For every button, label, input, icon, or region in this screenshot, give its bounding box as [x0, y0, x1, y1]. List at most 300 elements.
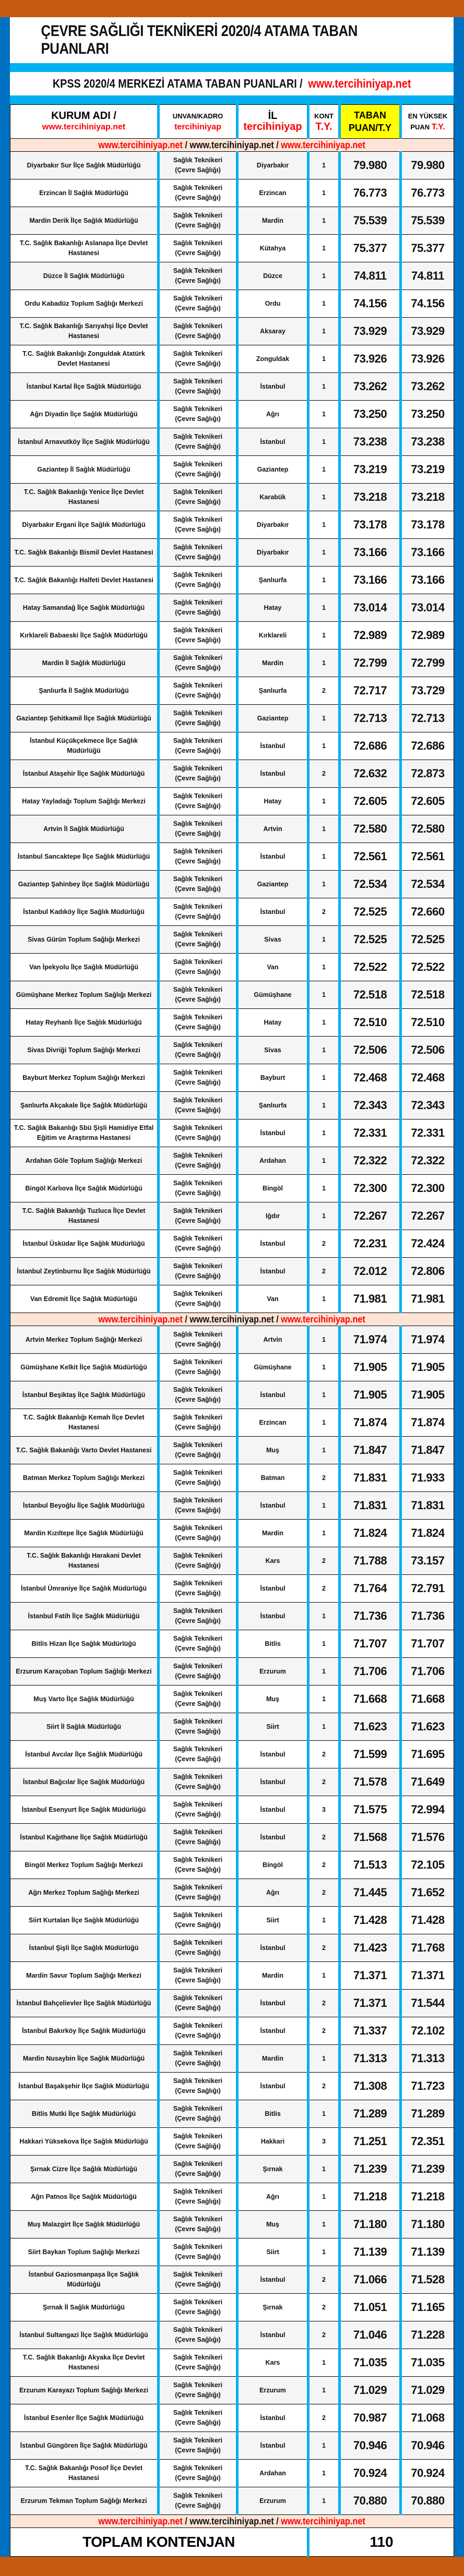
cell-taban-puan: 71.905 [340, 1354, 401, 1381]
cell-kurum: İstanbul Üsküdar İlçe Sağlık Müdürlüğü [10, 1230, 159, 1258]
cell-kurum: Erzurum Karaçoban Toplum Sağlığı Merkezi [10, 1658, 159, 1686]
table-row [10, 1990, 454, 2017]
cell-kontenjan: 1 [308, 1285, 340, 1313]
table-row [10, 1175, 454, 1202]
bottom-band [0, 2557, 464, 2576]
cell-unvan: Sağlık Teknikeri (Çevre Sağlığı) [159, 843, 237, 871]
cell-kontenjan: 1 [308, 843, 340, 871]
cell-il: Diyarbakır [237, 539, 308, 567]
cell-kurum: Diyarbakır Sur İlçe Sağlık Müdürlüğü [10, 152, 159, 179]
cell-il: Siirt [237, 1907, 308, 1934]
cell-unvan: Sağlık Teknikeri (Çevre Sağlığı) [159, 871, 237, 898]
table-row [10, 1326, 454, 1354]
cell-taban-puan: 71.981 [340, 1285, 401, 1313]
cell-unvan: Sağlık Teknikeri (Çevre Sağlığı) [159, 2017, 237, 2045]
cell-en-yuksek-puan: 72.873 [401, 760, 454, 788]
cell-kurum: Mardin Nusaybin İlçe Sağlık Müdürlüğü [10, 2045, 159, 2073]
cell-kontenjan: 1 [308, 926, 340, 954]
cell-kurum: T.C. Sağlık Bakanlığı Sarıyahşi İlçe Devlet Hastanesi [10, 318, 159, 345]
cell-en-yuksek-puan: 71.695 [401, 1741, 454, 1768]
cell-il: Hatay [237, 594, 308, 622]
cell-kontenjan: 2 [308, 1990, 340, 2017]
cell-il: Bingöl [237, 1175, 308, 1202]
cell-kontenjan: 1 [308, 1120, 340, 1147]
cell-taban-puan: 71.239 [340, 2156, 401, 2183]
cell-en-yuksek-puan: 71.371 [401, 1962, 454, 1990]
cell-kontenjan: 1 [308, 318, 340, 345]
watermark-link[interactable]: www.tercihiniyap.net [98, 2515, 183, 2526]
cell-il: Diyarbakır [237, 152, 308, 179]
watermark-link[interactable]: www.tercihiniyap.net [98, 1314, 183, 1325]
cell-kurum: İstanbul Beyoğlu İlçe Sağlık Müdürlüğü [10, 1492, 159, 1520]
cell-il: Kütahya [237, 235, 308, 262]
table-row [10, 649, 454, 677]
cell-kontenjan: 2 [308, 1741, 340, 1768]
cell-unvan: Sağlık Teknikeri (Çevre Sağlığı) [159, 1630, 237, 1658]
cell-il: İstanbul [237, 373, 308, 401]
cell-en-yuksek-puan: 72.105 [401, 1851, 454, 1879]
cell-kontenjan: 2 [308, 898, 340, 926]
cell-kurum: İstanbul Sultangazi İlçe Sağlık Müdürlüğü [10, 2321, 159, 2349]
cell-en-yuksek-puan: 72.713 [401, 705, 454, 732]
cell-kontenjan: 1 [308, 428, 340, 456]
table-row [10, 594, 454, 622]
cell-il: İstanbul [237, 2432, 308, 2460]
cell-il: İstanbul [237, 898, 308, 926]
cell-il: Karabük [237, 484, 308, 511]
divider-bar [10, 95, 454, 104]
cell-taban-puan: 71.974 [340, 1326, 401, 1354]
cell-unvan: Sağlık Teknikeri (Çevre Sağlığı) [159, 1285, 237, 1313]
cell-kurum: İstanbul Esenyurt İlçe Sağlık Müdürlüğü [10, 1796, 159, 1824]
cell-taban-puan: 75.377 [340, 235, 401, 262]
table-row [10, 567, 454, 594]
cell-unvan: Sağlık Teknikeri (Çevre Sağlığı) [159, 1962, 237, 1990]
cell-il: İstanbul [237, 1768, 308, 1796]
watermark-link[interactable]: www.tercihiniyap.net [189, 2515, 275, 2526]
cell-il: Gümüşhane [237, 1354, 308, 1381]
cell-en-yuksek-puan: 73.729 [401, 677, 454, 705]
cell-kurum: Mardin İl Sağlık Müdürlüğü [10, 649, 159, 677]
cell-kontenjan: 1 [308, 2377, 340, 2404]
cell-kontenjan: 1 [308, 456, 340, 484]
cell-en-yuksek-puan: 71.847 [401, 1437, 454, 1464]
cell-taban-puan: 72.799 [340, 649, 401, 677]
cell-kurum: Diyarbakır Ergani İlçe Sağlık Müdürlüğü [10, 511, 159, 539]
cell-il: Bingöl [237, 1851, 308, 1879]
subtitle-link[interactable]: www.tercihiniyap.net [308, 77, 411, 90]
cell-taban-puan: 71.371 [340, 1990, 401, 2017]
cell-kontenjan: 1 [308, 207, 340, 235]
cell-en-yuksek-puan: 71.831 [401, 1492, 454, 1520]
cell-il: İstanbul [237, 1230, 308, 1258]
cell-kontenjan: 1 [308, 871, 340, 898]
cell-en-yuksek-puan: 71.544 [401, 1990, 454, 2017]
watermark-link[interactable]: www.tercihiniyap.net [98, 139, 183, 150]
cell-il: Iğdır [237, 1202, 308, 1230]
cell-en-yuksek-puan: 73.262 [401, 373, 454, 401]
table-row [10, 1630, 454, 1658]
cell-unvan: Sağlık Teknikeri (Çevre Sağlığı) [159, 1202, 237, 1230]
cell-il: Şanlıurfa [237, 567, 308, 594]
cell-en-yuksek-puan: 71.706 [401, 1658, 454, 1686]
cell-kontenjan: 1 [308, 1009, 340, 1037]
cell-unvan: Sağlık Teknikeri (Çevre Sağlığı) [159, 1879, 237, 1907]
table-row [10, 677, 454, 705]
cell-kontenjan: 1 [308, 1437, 340, 1464]
cell-taban-puan: 72.525 [340, 926, 401, 954]
cell-taban-puan: 73.262 [340, 373, 401, 401]
cell-unvan: Sağlık Teknikeri (Çevre Sağlığı) [159, 1409, 237, 1437]
cell-kurum: İstanbul Arnavutköy İlçe Sağlık Müdürlüğü [10, 428, 159, 456]
subtitle-text: KPSS 2020/4 MERKEZİ ATAMA TABAN PUANLARI / [52, 77, 303, 90]
table-row [10, 2156, 454, 2183]
table-header-row [10, 105, 454, 139]
cell-unvan: Sağlık Teknikeri (Çevre Sağlığı) [159, 1120, 237, 1147]
table-row [10, 1962, 454, 1990]
cell-unvan: Sağlık Teknikeri (Çevre Sağlığı) [159, 2266, 237, 2294]
cell-en-yuksek-puan: 70.924 [401, 2460, 454, 2487]
cell-unvan: Sağlık Teknikeri (Çevre Sağlığı) [159, 2460, 237, 2487]
cell-kontenjan: 1 [308, 1962, 340, 1990]
cell-kurum: Siirt Baykan Toplum Sağlığı Merkezi [10, 2238, 159, 2266]
cell-unvan: Sağlık Teknikeri (Çevre Sağlığı) [159, 2045, 237, 2073]
cell-unvan: Sağlık Teknikeri (Çevre Sağlığı) [159, 373, 237, 401]
cell-taban-puan: 73.929 [340, 318, 401, 345]
cell-taban-puan: 72.322 [340, 1147, 401, 1175]
cell-il: İstanbul [237, 1120, 308, 1147]
table-row [10, 815, 454, 843]
cell-kurum: Van Edremit İlçe Sağlık Müdürlüğü [10, 1285, 159, 1313]
cell-kurum: Ağrı Patnos İlçe Sağlık Müdürlüğü [10, 2183, 159, 2211]
watermark-link[interactable]: www.tercihiniyap.net [189, 139, 275, 150]
cell-il: İstanbul [237, 2266, 308, 2294]
cell-taban-puan: 71.313 [340, 2045, 401, 2073]
cell-il: Van [237, 954, 308, 981]
cell-taban-puan: 72.331 [340, 1120, 401, 1147]
cell-unvan: Sağlık Teknikeri (Çevre Sağlığı) [159, 1009, 237, 1037]
cell-en-yuksek-puan: 71.428 [401, 1907, 454, 1934]
cell-unvan: Sağlık Teknikeri (Çevre Sağlığı) [159, 567, 237, 594]
cell-kurum: Gaziantep İl Sağlık Müdürlüğü [10, 456, 159, 484]
cell-taban-puan: 71.428 [340, 1907, 401, 1934]
cell-taban-puan: 72.632 [340, 760, 401, 788]
cell-kurum: Bitlis Hizan İlçe Sağlık Müdürlüğü [10, 1630, 159, 1658]
cell-taban-puan: 74.156 [340, 290, 401, 318]
cell-en-yuksek-puan: 71.029 [401, 2377, 454, 2404]
cell-unvan: Sağlık Teknikeri (Çevre Sağlığı) [159, 1741, 237, 1768]
cell-kontenjan: 1 [308, 401, 340, 428]
cell-kontenjan: 1 [308, 1092, 340, 1120]
cell-en-yuksek-puan: 72.534 [401, 871, 454, 898]
cell-en-yuksek-puan: 70.946 [401, 2432, 454, 2460]
cell-kurum: T.C. Sağlık Bakanlığı Aslanapa İlçe Devlet Hastanesi [10, 235, 159, 262]
cell-kontenjan: 2 [308, 1230, 340, 1258]
cell-en-yuksek-puan: 72.300 [401, 1175, 454, 1202]
cell-kurum: T.C. Sağlık Bakanlığı Posof İlçe Devlet Hastanesi [10, 2460, 159, 2487]
cell-taban-puan: 73.219 [340, 456, 401, 484]
cell-kurum: Bayburt Merkez Toplum Sağlığı Merkezi [10, 1064, 159, 1092]
table-row [10, 1437, 454, 1464]
cell-en-yuksek-puan: 71.736 [401, 1603, 454, 1630]
watermark-link[interactable]: www.tercihiniyap.net [281, 139, 366, 150]
cell-taban-puan: 72.506 [340, 1037, 401, 1064]
cell-en-yuksek-puan: 75.539 [401, 207, 454, 235]
table-row [10, 456, 454, 484]
cell-en-yuksek-puan: 71.905 [401, 1381, 454, 1409]
total-label: TOPLAM KONTENJAN [10, 2528, 308, 2557]
cell-en-yuksek-puan: 71.180 [401, 2211, 454, 2238]
cell-taban-puan: 73.166 [340, 539, 401, 567]
cell-taban-puan: 73.250 [340, 401, 401, 428]
cell-taban-puan: 70.924 [340, 2460, 401, 2487]
cell-en-yuksek-puan: 73.238 [401, 428, 454, 456]
cell-kontenjan: 1 [308, 152, 340, 179]
cell-unvan: Sağlık Teknikeri (Çevre Sağlığı) [159, 456, 237, 484]
cell-kurum: Siirt İl Sağlık Müdürlüğü [10, 1713, 159, 1741]
cell-il: İstanbul [237, 1575, 308, 1603]
table-row [10, 2100, 454, 2128]
cell-unvan: Sağlık Teknikeri (Çevre Sağlığı) [159, 1686, 237, 1713]
cell-il: Sivas [237, 1037, 308, 1064]
cell-en-yuksek-puan: 72.506 [401, 1037, 454, 1064]
cell-taban-puan: 71.139 [340, 2238, 401, 2266]
cell-taban-puan: 73.178 [340, 511, 401, 539]
cell-kurum: İstanbul Avcılar İlçe Sağlık Müdürlüğü [10, 1741, 159, 1768]
cell-kurum: İstanbul Güngören İlçe Sağlık Müdürlüğü [10, 2432, 159, 2460]
cell-en-yuksek-puan: 73.166 [401, 539, 454, 567]
cell-unvan: Sağlık Teknikeri (Çevre Sağlığı) [159, 2156, 237, 2183]
cell-en-yuksek-puan: 75.377 [401, 235, 454, 262]
cell-unvan: Sağlık Teknikeri (Çevre Sağlığı) [159, 2487, 237, 2515]
cell-kontenjan: 1 [308, 732, 340, 760]
table-row [10, 2460, 454, 2487]
table-row [10, 898, 454, 926]
cell-en-yuksek-puan: 71.981 [401, 1285, 454, 1313]
cell-kontenjan: 2 [308, 1851, 340, 1879]
cell-kontenjan: 2 [308, 2073, 340, 2100]
cell-kurum: İstanbul Ümraniye İlçe Sağlık Müdürlüğü [10, 1575, 159, 1603]
table-row [10, 262, 454, 290]
cell-unvan: Sağlık Teknikeri (Çevre Sağlığı) [159, 235, 237, 262]
cell-kurum: T.C. Sağlık Bakanlığı Harakani Devlet Hastanesi [10, 1547, 159, 1575]
cell-taban-puan: 72.561 [340, 843, 401, 871]
cell-en-yuksek-puan: 71.289 [401, 2100, 454, 2128]
cell-taban-puan: 72.534 [340, 871, 401, 898]
table-row [10, 1064, 454, 1092]
cell-il: Mardin [237, 1520, 308, 1547]
cell-kurum: Gümüşhane Merkez Toplum Sağlığı Merkezi [10, 981, 159, 1009]
cell-il: Ardahan [237, 1147, 308, 1175]
col-header-unvan: UNVAN/KADRO tercihiniyap [159, 105, 237, 139]
table-row [10, 207, 454, 235]
cell-unvan: Sağlık Teknikeri (Çevre Sağlığı) [159, 2128, 237, 2156]
cell-unvan: Sağlık Teknikeri (Çevre Sağlığı) [159, 1768, 237, 1796]
cell-unvan: Sağlık Teknikeri (Çevre Sağlığı) [159, 484, 237, 511]
cell-unvan: Sağlık Teknikeri (Çevre Sağlığı) [159, 179, 237, 207]
table-row [10, 2045, 454, 2073]
cell-kurum: İstanbul Esenler İlçe Sağlık Müdürlüğü [10, 2404, 159, 2432]
cell-il: Düzce [237, 262, 308, 290]
cell-kontenjan: 2 [308, 1547, 340, 1575]
table-row [10, 2377, 454, 2404]
cell-il: Hakkari [237, 2128, 308, 2156]
table-row [10, 511, 454, 539]
cell-en-yuksek-puan: 71.652 [401, 1879, 454, 1907]
cell-kontenjan: 1 [308, 622, 340, 649]
table-row [10, 2017, 454, 2045]
cell-taban-puan: 71.371 [340, 1962, 401, 1990]
cell-unvan: Sağlık Teknikeri (Çevre Sağlığı) [159, 649, 237, 677]
cell-il: Kars [237, 2349, 308, 2377]
cell-kurum: T.C. Sağlık Bakanlığı Kemah İlçe Devlet Hastanesi [10, 1409, 159, 1437]
table-row [10, 2128, 454, 2156]
cell-taban-puan: 71.575 [340, 1796, 401, 1824]
cell-il: Bayburt [237, 1064, 308, 1092]
cell-kontenjan: 1 [308, 1202, 340, 1230]
divider-bar [10, 63, 454, 72]
table-row [10, 2183, 454, 2211]
cell-taban-puan: 71.578 [340, 1768, 401, 1796]
cell-il: Mardin [237, 2045, 308, 2073]
cell-il: Ordu [237, 290, 308, 318]
cell-unvan: Sağlık Teknikeri (Çevre Sağlığı) [159, 2073, 237, 2100]
table-row [10, 1381, 454, 1409]
table-row [10, 2266, 454, 2294]
table-row [10, 2073, 454, 2100]
cell-il: Zonguldak [237, 345, 308, 373]
cell-en-yuksek-puan: 71.768 [401, 1934, 454, 1962]
cell-unvan: Sağlık Teknikeri (Çevre Sağlığı) [159, 1907, 237, 1934]
cell-kontenjan: 1 [308, 2432, 340, 2460]
cell-kurum: İstanbul Küçükçekmece İlçe Sağlık Müdürlüğü [10, 732, 159, 760]
cell-kontenjan: 1 [308, 1907, 340, 1934]
table-row [10, 1492, 454, 1520]
cell-il: İstanbul [237, 760, 308, 788]
cell-taban-puan: 72.713 [340, 705, 401, 732]
cell-kontenjan: 1 [308, 2238, 340, 2266]
cell-kontenjan: 2 [308, 677, 340, 705]
cell-kurum: Ağrı Merkez Toplum Sağlığı Merkezi [10, 1879, 159, 1907]
cell-taban-puan: 71.423 [340, 1934, 401, 1962]
table-row [10, 1824, 454, 1851]
cell-kurum: Sivas Divriği Toplum Sağlığı Merkezi [10, 1037, 159, 1064]
cell-en-yuksek-puan: 72.267 [401, 1202, 454, 1230]
table-row [10, 1879, 454, 1907]
cell-unvan: Sağlık Teknikeri (Çevre Sağlığı) [159, 1658, 237, 1686]
watermark-link[interactable]: www.tercihiniyap.net [281, 1314, 366, 1325]
cell-kurum: İstanbul Kadıköy İlçe Sağlık Müdürlüğü [10, 898, 159, 926]
cell-il: Kırklareli [237, 622, 308, 649]
cell-en-yuksek-puan: 72.806 [401, 1258, 454, 1285]
cell-taban-puan: 72.686 [340, 732, 401, 760]
cell-il: Muş [237, 1686, 308, 1713]
total-value: 110 [308, 2528, 454, 2557]
cell-unvan: Sağlık Teknikeri (Çevre Sağlığı) [159, 318, 237, 345]
cell-taban-puan: 71.035 [340, 2349, 401, 2377]
cell-kontenjan: 1 [308, 511, 340, 539]
cell-kontenjan: 2 [308, 1824, 340, 1851]
table-row [10, 954, 454, 981]
cell-kontenjan: 1 [308, 1603, 340, 1630]
cell-kontenjan: 2 [308, 760, 340, 788]
cell-taban-puan: 71.046 [340, 2321, 401, 2349]
cell-il: Mardin [237, 1962, 308, 1990]
table-row [10, 2321, 454, 2349]
cell-il: İstanbul [237, 1796, 308, 1824]
cell-il: Mardin [237, 207, 308, 235]
page-frame [0, 17, 464, 2557]
cell-taban-puan: 71.308 [340, 2073, 401, 2100]
cell-kontenjan: 1 [308, 788, 340, 815]
cell-il: Şırnak [237, 2294, 308, 2321]
cell-kontenjan: 3 [308, 1796, 340, 1824]
cell-il: Bitlis [237, 1630, 308, 1658]
cell-en-yuksek-puan: 74.156 [401, 290, 454, 318]
cell-kurum: Şanlıurfa İl Sağlık Müdürlüğü [10, 677, 159, 705]
watermark-row: www.tercihiniyap.net / www.tercihiniyap.net / www.tercihiniyap.net [10, 139, 454, 152]
cell-il: İstanbul [237, 428, 308, 456]
cell-unvan: Sağlık Teknikeri (Çevre Sağlığı) [159, 2349, 237, 2377]
cell-taban-puan: 72.518 [340, 981, 401, 1009]
table-row [10, 788, 454, 815]
cell-kontenjan: 1 [308, 1409, 340, 1437]
table-row [10, 428, 454, 456]
table-row [10, 1547, 454, 1575]
cell-unvan: Sağlık Teknikeri (Çevre Sağlığı) [159, 1037, 237, 1064]
table-row [10, 732, 454, 760]
cell-kurum: T.C. Sağlık Bakanlığı Akyaka İlçe Devlet Hastanesi [10, 2349, 159, 2377]
cell-kurum: Ağrı Diyadin İlçe Sağlık Müdürlüğü [10, 401, 159, 428]
cell-kontenjan: 3 [308, 2128, 340, 2156]
cell-en-yuksek-puan: 72.660 [401, 898, 454, 926]
cell-unvan: Sağlık Teknikeri (Çevre Sağlığı) [159, 1796, 237, 1824]
cell-il: Gümüşhane [237, 981, 308, 1009]
cell-kontenjan: 1 [308, 2100, 340, 2128]
cell-taban-puan: 71.831 [340, 1464, 401, 1492]
cell-taban-puan: 71.831 [340, 1492, 401, 1520]
title-container [10, 17, 454, 63]
watermark-link[interactable]: www.tercihiniyap.net [281, 2515, 366, 2526]
cell-kontenjan: 1 [308, 235, 340, 262]
cell-en-yuksek-puan: 72.989 [401, 622, 454, 649]
cell-en-yuksek-puan: 72.580 [401, 815, 454, 843]
cell-kontenjan: 2 [308, 1258, 340, 1285]
cell-il: Artvin [237, 815, 308, 843]
table-row [10, 1009, 454, 1037]
cell-taban-puan: 71.218 [340, 2183, 401, 2211]
cell-kurum: Ardahan Göle Toplum Sağlığı Merkezi [10, 1147, 159, 1175]
cell-kontenjan: 1 [308, 1354, 340, 1381]
cell-unvan: Sağlık Teknikeri (Çevre Sağlığı) [159, 1934, 237, 1962]
cell-kontenjan: 1 [308, 1520, 340, 1547]
cell-en-yuksek-puan: 72.799 [401, 649, 454, 677]
cell-il: İstanbul [237, 732, 308, 760]
table-row [10, 373, 454, 401]
cell-en-yuksek-puan: 72.424 [401, 1230, 454, 1258]
table-row [10, 622, 454, 649]
cell-en-yuksek-puan: 71.623 [401, 1713, 454, 1741]
cell-il: Erzincan [237, 179, 308, 207]
cell-kurum: Hatay Reyhanlı İlçe Sağlık Müdürlüğü [10, 1009, 159, 1037]
watermark-link[interactable]: www.tercihiniyap.net [189, 1314, 275, 1325]
cell-il: Siirt [237, 1713, 308, 1741]
cell-en-yuksek-puan: 71.668 [401, 1686, 454, 1713]
cell-kurum: T.C. Sağlık Bakanlığı Sbü Şişli Hamidiye Etfal Eğitim ve Araştırma Hastanesi [10, 1120, 159, 1147]
cell-kurum: Hatay Yayladağı Toplum Sağlığı Merkezi [10, 788, 159, 815]
cell-en-yuksek-puan: 72.522 [401, 954, 454, 981]
table-row [10, 871, 454, 898]
